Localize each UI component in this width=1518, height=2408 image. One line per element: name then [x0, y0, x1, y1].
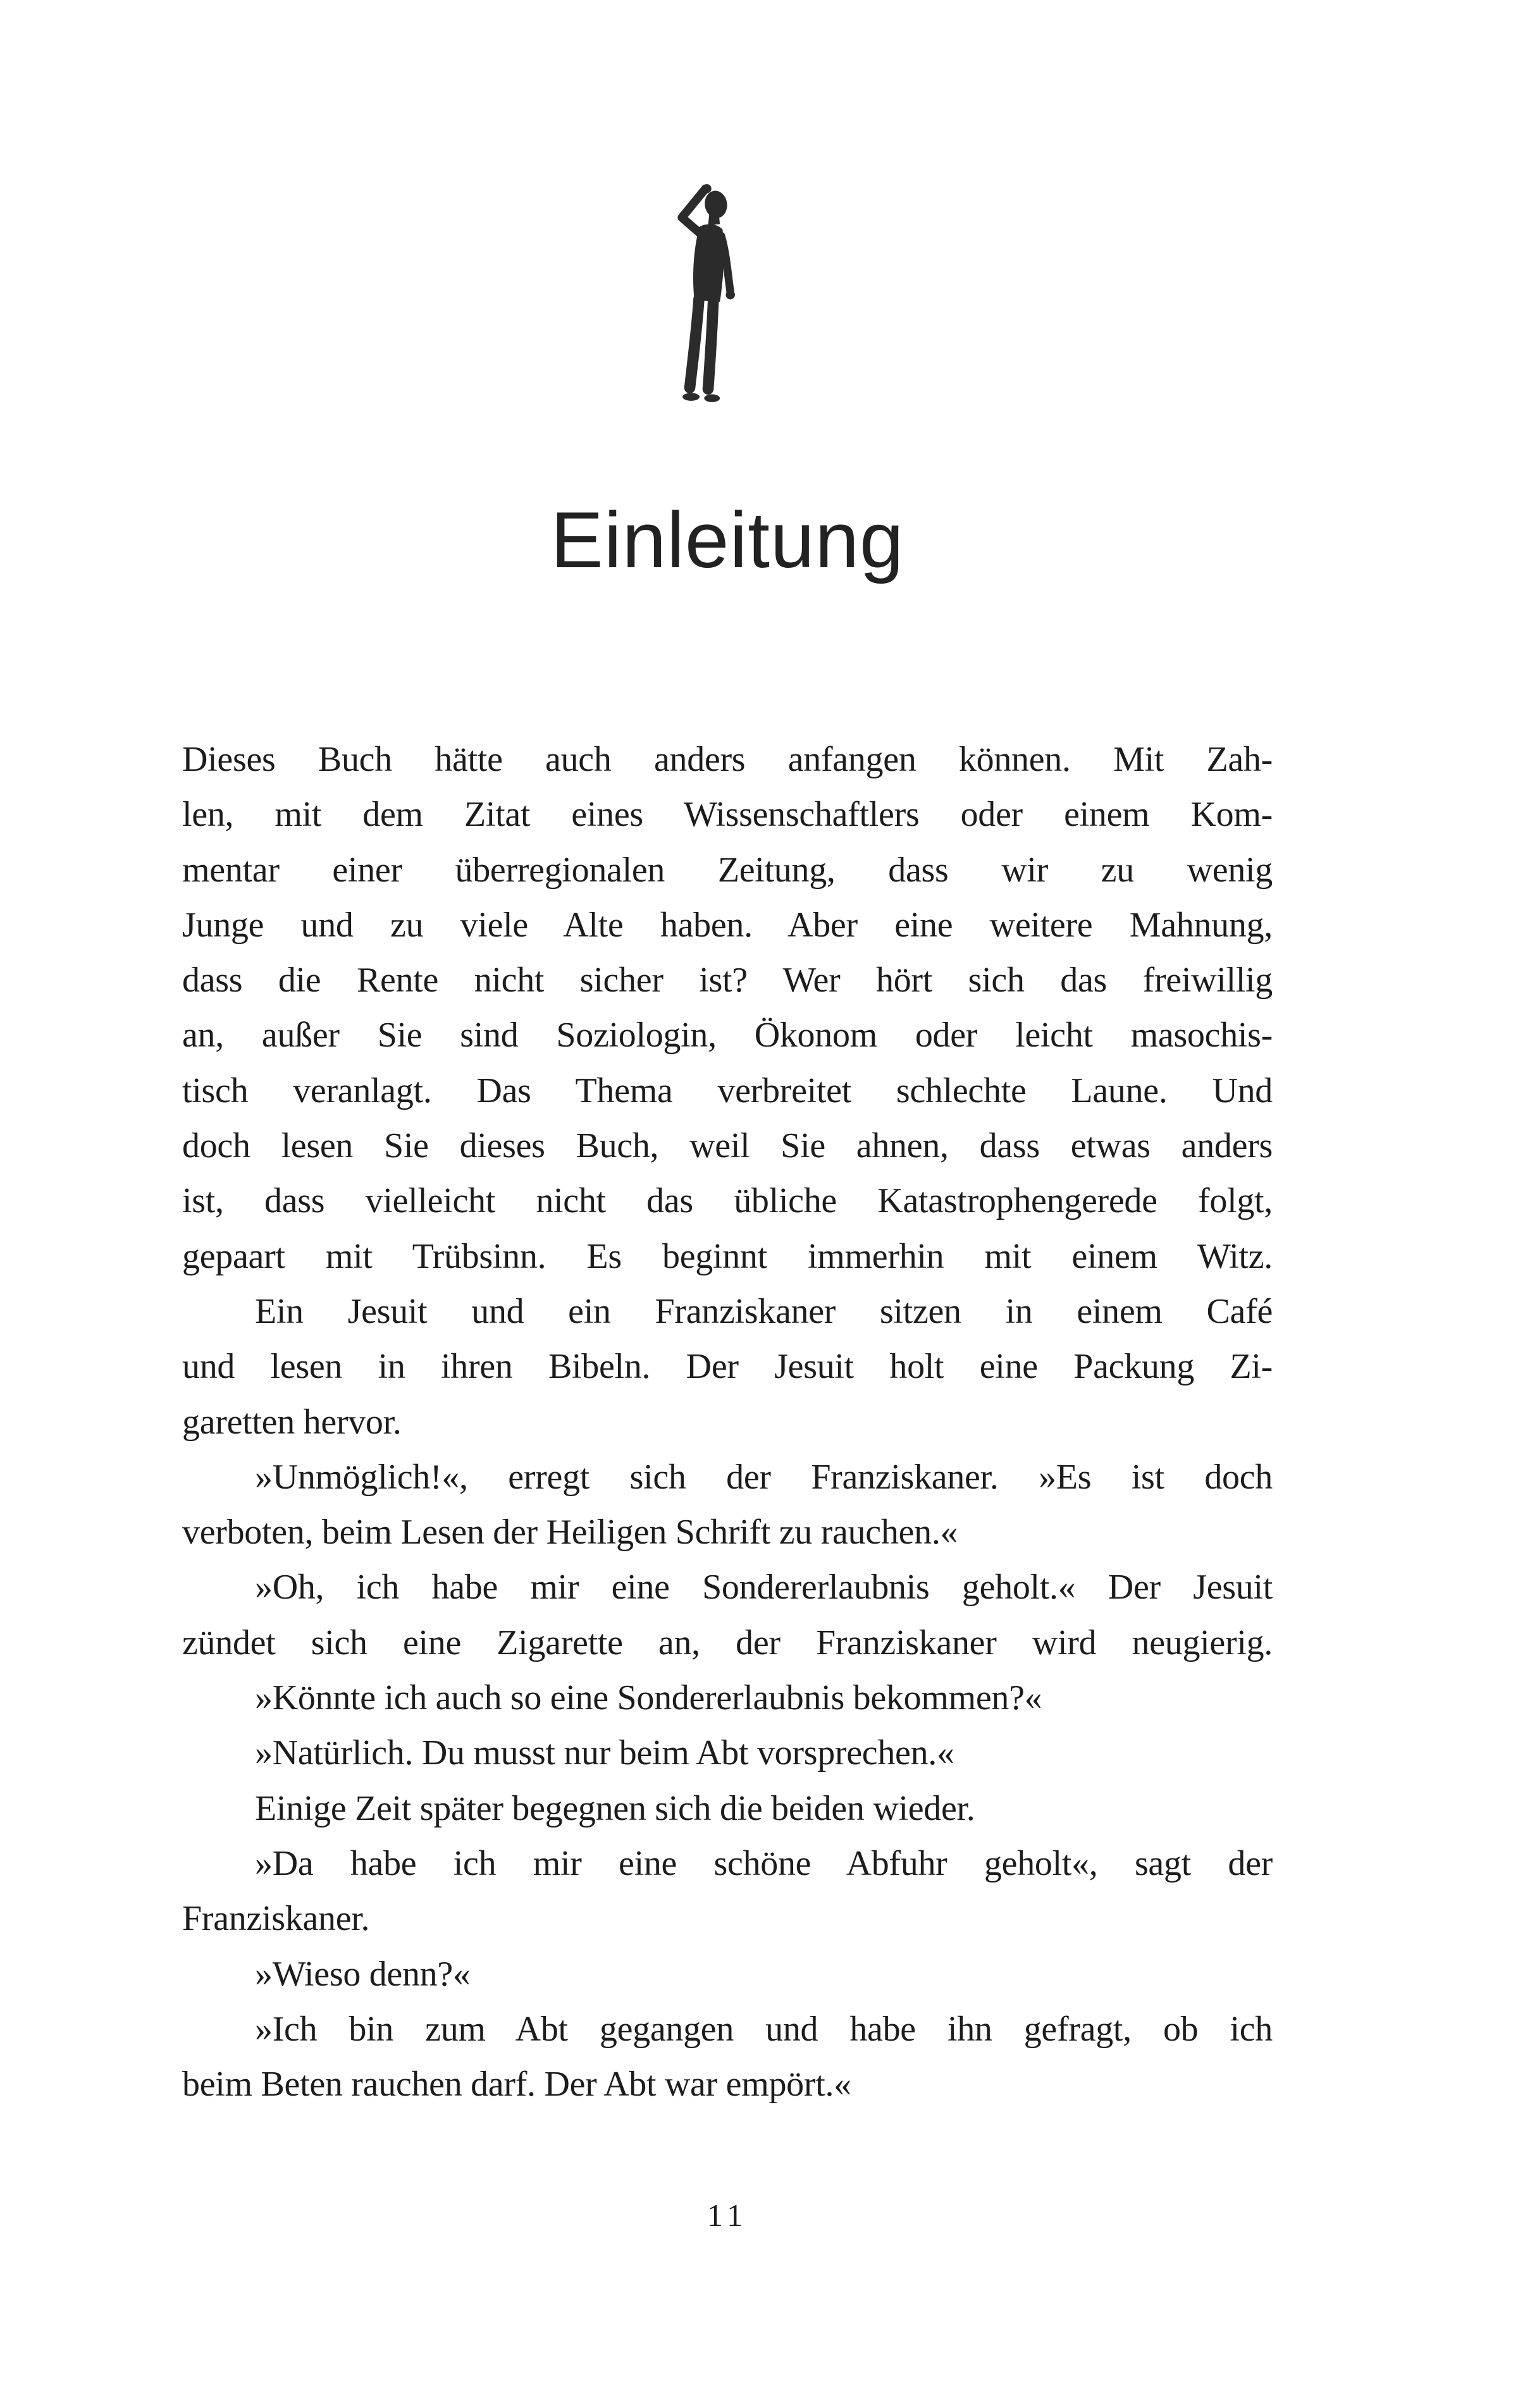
text-line: tisch veranlagt. Das Thema verbreitet schlechte Laune. Und	[182, 1071, 1273, 1110]
body-text-block	[182, 732, 1273, 2112]
text-line: zündet sich eine Zigarette an, der Franziskaner wird neugierig.	[182, 1623, 1273, 1662]
text-line: »Da habe ich mir eine schöne Abfuhr geholt«, sagt der	[255, 1843, 1273, 1883]
text-line: gepaart mit Trübsinn. Es beginnt immerhin mit einem Witz.	[182, 1236, 1273, 1276]
text-line: »Könnte ich auch so eine Sondererlaubnis bekommen?«	[255, 1678, 1042, 1718]
text-line: garetten hervor.	[182, 1402, 402, 1442]
text-line: »Ich bin zum Abt gegangen und habe ihn gefragt, ob ich	[255, 2009, 1273, 2049]
text-line: beim Beten rauchen darf. Der Abt war empört.«	[182, 2065, 851, 2104]
text-line: und lesen in ihren Bibeln. Der Jesuit holt eine Packung Zi-	[182, 1347, 1273, 1387]
page-number: 11	[707, 2197, 748, 2233]
text-line: len, mit dem Zitat eines Wissenschaftlers oder einem Kom-	[182, 795, 1273, 835]
text-line: mentar einer überregionalen Zeitung, dass wir zu wenig	[182, 850, 1273, 890]
chapter-title: Einleitung	[550, 496, 904, 584]
text-line: ist, dass vielleicht nicht das übliche Katastrophengerede folgt,	[182, 1181, 1273, 1221]
text-line: »Unmöglich!«, erregt sich der Franziskaner. »Es ist doch	[255, 1457, 1273, 1497]
text-line: Ein Jesuit und ein Franziskaner sitzen in einem Café	[255, 1291, 1273, 1331]
text-line: »Natürlich. Du musst nur beim Abt vorsprechen.«	[255, 1733, 954, 1773]
text-line: an, außer Sie sind Soziologin, Ökonom oder leicht masochis-	[182, 1016, 1273, 1055]
text-line: verboten, beim Lesen der Heiligen Schrift zu rauchen.«	[182, 1513, 958, 1552]
text-line: »Wieso denn?«	[255, 1954, 471, 1994]
person-scratching-head-illustration	[669, 181, 746, 403]
text-line: Junge und zu viele Alte haben. Aber eine weitere Mahnung,	[182, 905, 1273, 945]
text-line: Franziskaner.	[182, 1899, 370, 1939]
text-line: »Oh, ich habe mir eine Sondererlaubnis geholt.« Der Jesuit	[255, 1568, 1273, 1607]
text-line: dass die Rente nicht sicher ist? Wer hört sich das freiwillig	[182, 961, 1273, 1000]
text-line: doch lesen Sie dieses Buch, weil Sie ahnen, dass etwas anders	[182, 1126, 1273, 1166]
text-line: Einige Zeit später begegnen sich die beiden wieder.	[255, 1788, 975, 1828]
text-line: Dieses Buch hätte auch anders anfangen können. Mit Zah-	[182, 740, 1273, 779]
person-silhouette-icon	[669, 181, 746, 403]
